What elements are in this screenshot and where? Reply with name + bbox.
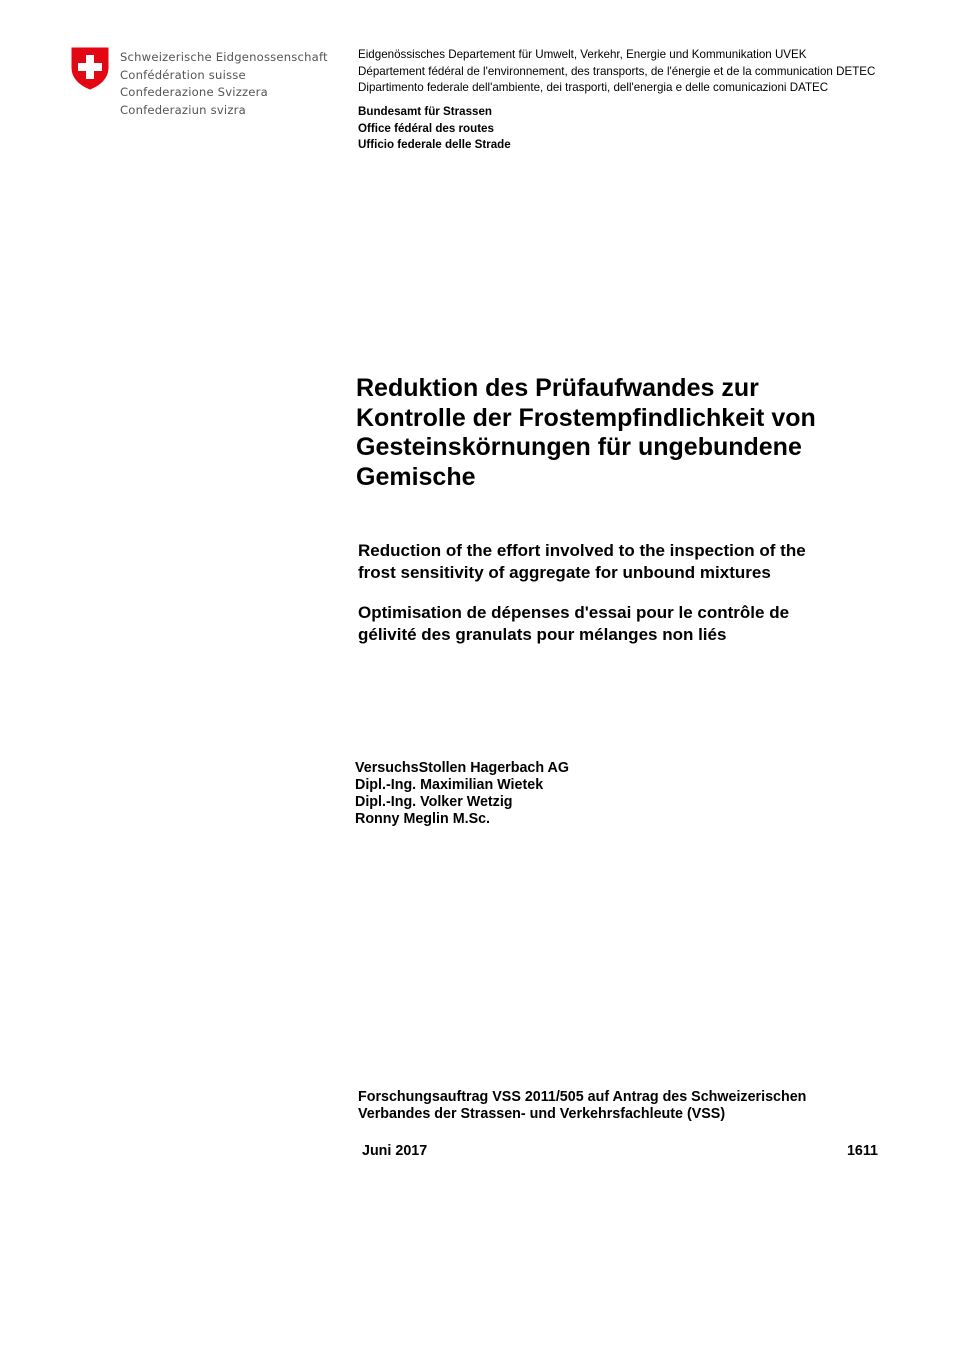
title-line: Kontrolle der Frostempfindlichkeit von — [356, 403, 816, 432]
swiss-coat-of-arms-icon — [70, 46, 110, 90]
author-name: Dipl.-Ing. Maximilian Wietek — [355, 777, 544, 793]
report-number: 1611 — [846, 1143, 878, 1159]
subtitle-en-line: Reduction of the effort involved to the inspection of the — [358, 541, 806, 560]
department-de: Eidgenössisches Departement für Umwelt, Verkehr, Energie und Kommunikation UVEK — [358, 48, 807, 61]
author-name: Dipl.-Ing. Volker Wetzig — [355, 794, 513, 810]
confed-name-de: Schweizerische Eidgenossenschaft — [120, 50, 328, 64]
office-fr: Office fédéral des routes — [358, 121, 494, 135]
research-line: Forschungsauftrag VSS 2011/505 auf Antrag des Schweizerischen — [358, 1089, 807, 1105]
subtitle-french — [358, 602, 878, 645]
research-mandate — [358, 1089, 878, 1123]
office-block — [358, 104, 511, 154]
subtitle-english — [358, 540, 878, 583]
author-organization: VersuchsStollen Hagerbach AG — [355, 760, 569, 776]
title-line: Gemische — [356, 463, 476, 492]
confed-name-fr: Confédération suisse — [120, 67, 246, 82]
author-name: Ronny Meglin M.Sc. — [355, 811, 491, 827]
confed-name-rm: Confederaziun svizra — [120, 102, 246, 117]
department-it: Dipartimento federale dell'ambiente, dei trasporti, dell'energia e delle comunicazioni DATEC — [358, 81, 829, 94]
subtitle-fr-line: gélivité des granulats pour mélanges non liés — [358, 624, 727, 644]
title-line: Reduktion des Prüfaufwandes zur — [356, 374, 759, 402]
office-de: Bundesamt für Strassen — [358, 105, 493, 118]
publication-date: Juni 2017 — [362, 1143, 428, 1159]
research-line: Verbandes der Strassen- und Verkehrsfachleute (VSS) — [358, 1106, 726, 1122]
department-fr: Département fédéral de l'environnement, des transports, de l'énergie et de la communication DETEC — [358, 64, 876, 78]
authors-block — [355, 760, 569, 828]
confed-name-it: Confederazione Svizzera — [120, 85, 268, 99]
confederation-names — [120, 49, 328, 119]
subtitle-en-line: frost sensitivity of aggregate for unbound mixtures — [358, 562, 771, 582]
document-title — [356, 374, 876, 493]
department-block — [358, 47, 875, 97]
subtitle-fr-line: Optimisation de dépenses d'essai pour le contrôle de — [358, 603, 790, 622]
office-it: Ufficio federale delle Strade — [358, 138, 511, 151]
title-line: Gesteinskörnungen für ungebundene — [356, 433, 802, 462]
